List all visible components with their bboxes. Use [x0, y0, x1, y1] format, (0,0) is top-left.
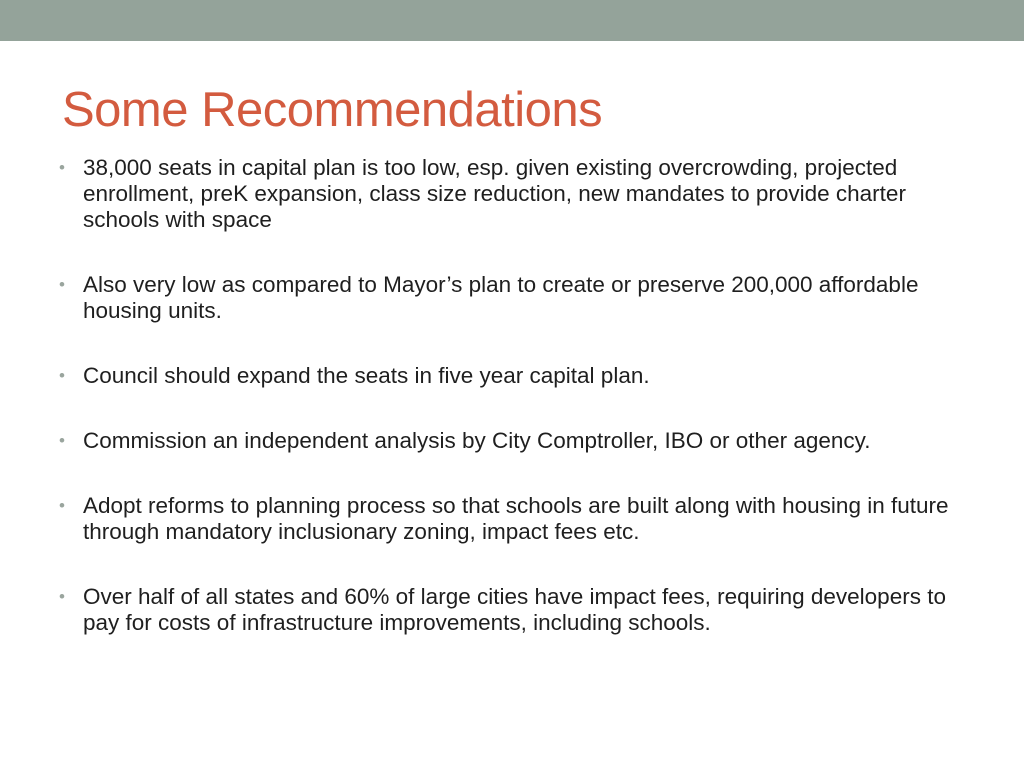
- bullet-text: Council should expand the seats in five year capital plan.: [83, 363, 650, 388]
- bullet-text: Adopt reforms to planning process so that schools are built along with housing in future through mandatory inclusionary zoning, impact fees etc.: [83, 493, 949, 544]
- bullet-item-2: [58, 272, 970, 324]
- bullet-item-3: [58, 363, 970, 389]
- bullet-text: 38,000 seats in capital plan is too low, esp. given existing overcrowding, projected enrollment, preK expansion, class size reduction, new mandates to provide charter schools with space: [83, 155, 906, 232]
- bullet-marker: •: [59, 366, 65, 385]
- bullet-item-5: [58, 493, 970, 545]
- bullet-text: Commission an independent analysis by City Comptroller, IBO or other agency.: [83, 428, 871, 453]
- bullet-item-1: [58, 155, 970, 233]
- bullet-marker: •: [59, 431, 65, 450]
- bullet-text: Over half of all states and 60% of large cities have impact fees, requiring developers to pay for costs of infrastructure improvements, including schools.: [83, 584, 946, 635]
- bullet-marker: •: [59, 158, 65, 177]
- bullet-marker: •: [59, 496, 65, 515]
- bullet-marker: •: [59, 275, 65, 294]
- bullet-text: Also very low as compared to Mayor’s plan to create or preserve 200,000 affordable housing units.: [83, 272, 919, 323]
- top-accent-bar: [0, 0, 1024, 41]
- bullet-list: [58, 155, 970, 636]
- bullet-item-4: [58, 428, 970, 454]
- slide-title: Some Recommendations: [62, 83, 603, 137]
- bullet-marker: •: [59, 587, 65, 606]
- bullet-item-6: [58, 584, 970, 636]
